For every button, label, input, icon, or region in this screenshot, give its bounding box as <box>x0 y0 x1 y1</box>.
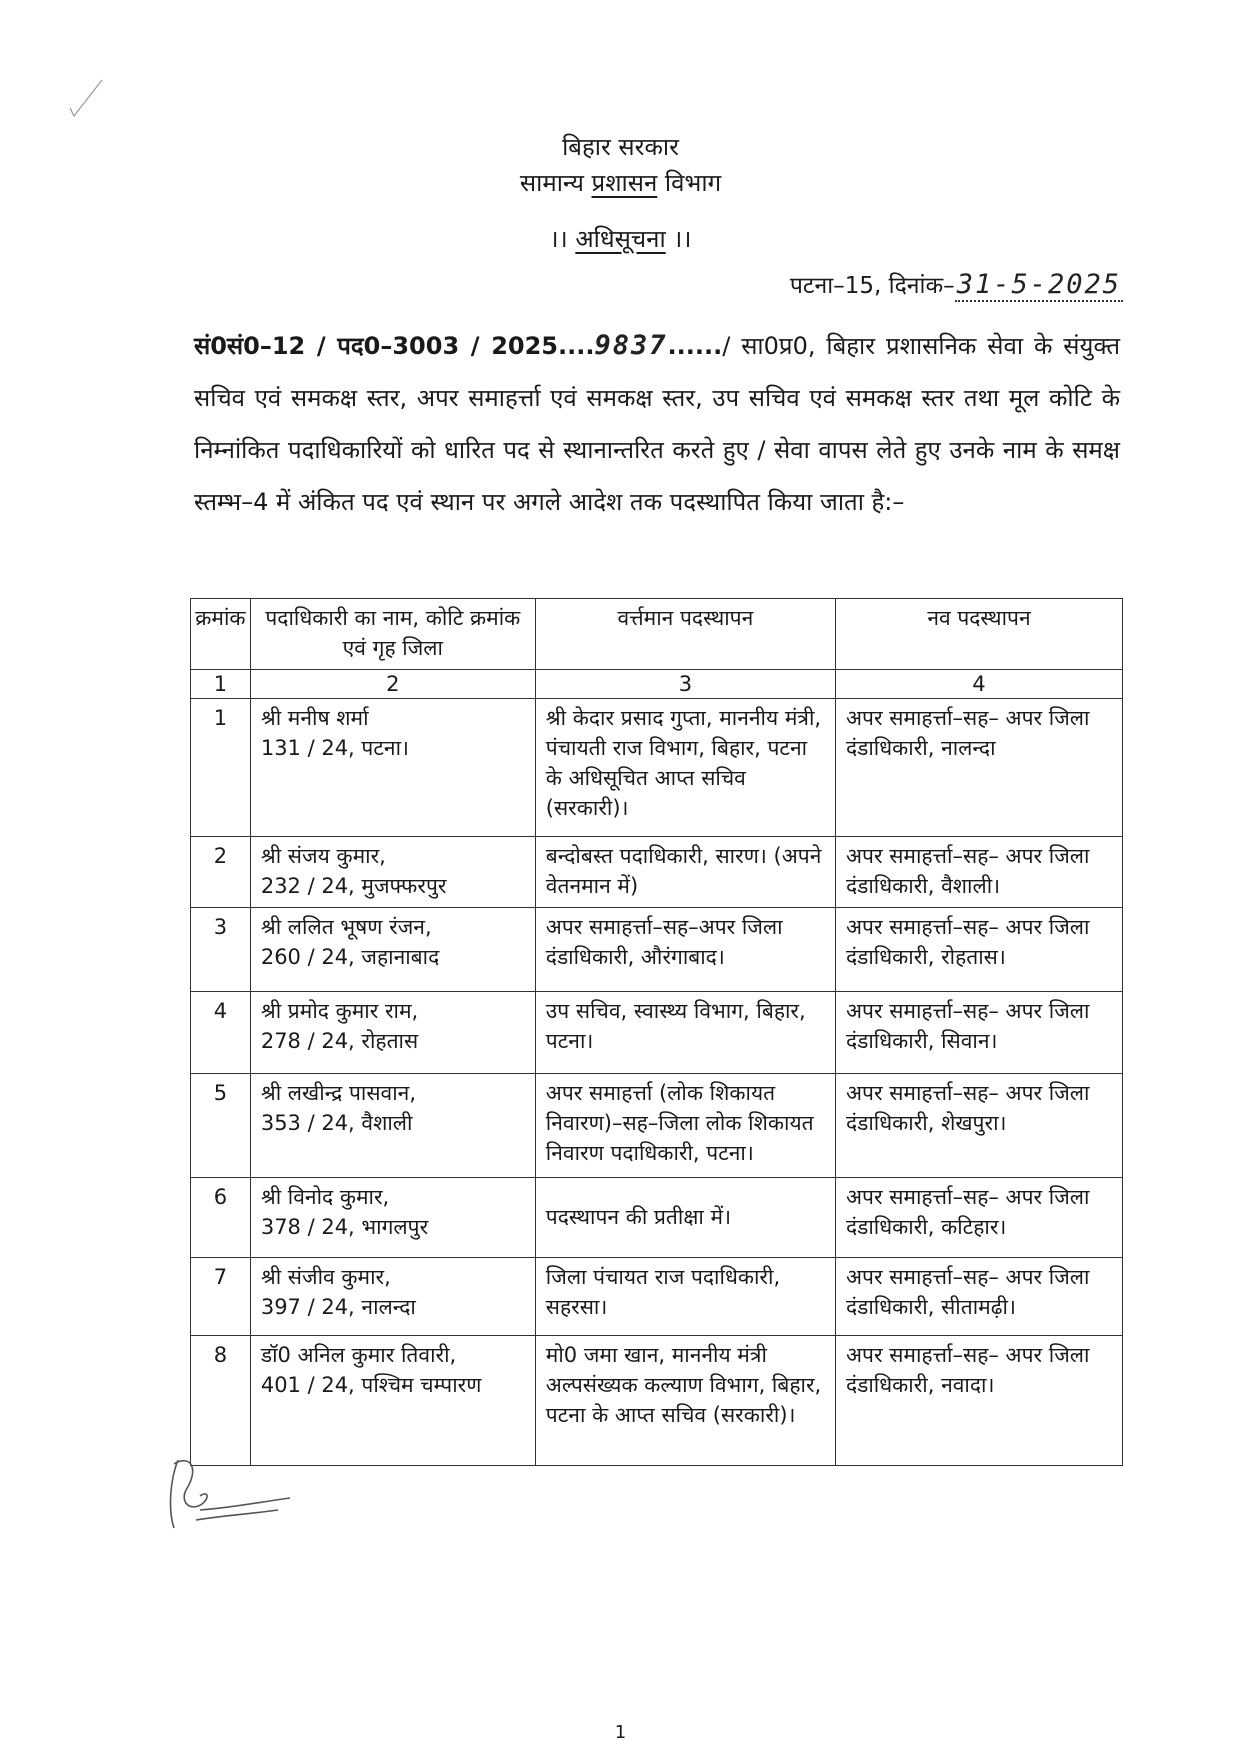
officer-cell <box>250 837 535 908</box>
column-number: 3 <box>535 670 835 699</box>
new-posting-cell: अपर समाहर्त्ता–सह– अपर जिला दंडाधिकारी, सिवान। <box>835 992 1122 1074</box>
officer-code: 378 / 24, भागलपुर <box>260 1215 429 1239</box>
handwritten-serial: 9837 <box>594 330 668 361</box>
officer-cell <box>250 1258 535 1336</box>
officer-name: डॉ0 अनिल कुमार तिवारी, <box>260 1343 457 1367</box>
serial-cell: 3 <box>191 908 251 992</box>
serial-cell: 8 <box>191 1336 251 1466</box>
table-row <box>191 908 1123 992</box>
header-serial: क्रमांक <box>191 599 251 670</box>
officer-code: 401 / 24, पश्चिम चम्पारण <box>260 1373 482 1397</box>
table-row <box>191 992 1123 1074</box>
column-number: 2 <box>250 670 535 699</box>
new-posting-cell: अपर समाहर्त्ता–सह– अपर जिला दंडाधिकारी, नवादा। <box>835 1336 1122 1466</box>
current-posting-cell: अपर समाहर्त्ता (लोक शिकायत निवारण)–सह–जिला लोक शिकायत निवारण पदाधिकारी, पटना। <box>535 1074 835 1178</box>
notification-body: सं0सं0–12 / पद0–3003 / 2025....9837....../ सा0प्र0, बिहार प्रशासनिक सेवा के संयुक्त सचिव एवं समकक्ष स्तर, अपर समाहर्त्ता एवं समकक्ष स्तर, उप सचिव एवं समकक्ष स्तर तथा मूल कोटि के निम्नांकित पदाधिकारियों को धारित पद से स्थानान्तरित करते हुए / सेवा वापस लेते हुए उनके नाम के समक्ष स्तम्भ–4 में अंकित पद एवं स्थान पर अगले आदेश तक पदस्थापित किया जाता है:– <box>194 330 1120 516</box>
signature-icon <box>160 1450 320 1540</box>
date-label: पटना–15, दिनांक– <box>789 273 955 299</box>
officer-name: श्री विनोद कुमार, <box>260 1185 390 1209</box>
department-title: सामान्य प्रशासन विभाग <box>519 169 722 197</box>
current-posting-cell: मो0 जमा खान, माननीय मंत्री अल्पसंख्यक कल्याण विभाग, बिहार, पटना के आप्त सचिव (सरकारी)। <box>535 1336 835 1466</box>
new-posting-cell: अपर समाहर्त्ता–सह– अपर जिला दंडाधिकारी, रोहतास। <box>835 908 1122 992</box>
current-posting-cell: अपर समाहर्त्ता–सह–अपर जिला दंडाधिकारी, औरंगाबाद। <box>535 908 835 992</box>
serial-cell: 2 <box>191 837 251 908</box>
officer-cell <box>250 1336 535 1466</box>
officer-code: 232 / 24, मुजफ्फरपुर <box>260 874 447 898</box>
officer-code: 131 / 24, पटना। <box>260 736 409 760</box>
place-date-line <box>790 268 1123 300</box>
officer-code: 278 / 24, रोहतास <box>260 1029 419 1053</box>
serial-cell: 7 <box>191 1258 251 1336</box>
officer-cell <box>250 1178 535 1258</box>
table-row <box>191 1258 1123 1336</box>
officer-name: श्री ललित भूषण रंजन, <box>260 915 432 939</box>
table-row <box>191 837 1123 908</box>
serial-cell: 1 <box>191 699 251 837</box>
header-officer: पदाधिकारी का नाम, कोटि क्रमांक एवं गृह जिला <box>250 599 535 670</box>
current-posting-cell: बन्दोबस्त पदाधिकारी, सारण। (अपने वेतनमान में) <box>535 837 835 908</box>
officer-name: श्री संजीव कुमार, <box>260 1265 391 1289</box>
officer-cell <box>250 908 535 992</box>
notification-title: ।। अधिसूचना ।। <box>549 225 692 253</box>
table-row <box>191 1178 1123 1258</box>
table-row <box>191 1074 1123 1178</box>
new-posting-cell: अपर समाहर्त्ता–सह– अपर जिला दंडाधिकारी, शेखपुरा। <box>835 1074 1122 1178</box>
government-title: बिहार सरकार <box>562 133 679 161</box>
new-posting-cell: अपर समाहर्त्ता–सह– अपर जिला दंडाधिकारी, नालन्दा <box>835 699 1122 837</box>
page-number: 1 <box>614 1722 627 1743</box>
header-current-posting: वर्त्तमान पदस्थापन <box>535 599 835 670</box>
posting-table <box>190 598 1123 1466</box>
new-posting-cell: अपर समाहर्त्ता–सह– अपर जिला दंडाधिकारी, वैशाली। <box>835 837 1122 908</box>
table-row <box>191 699 1123 837</box>
officer-name: श्री मनीष शर्मा <box>260 706 369 730</box>
reference-number: सं0सं0–12 / पद0–3003 / 2025....9837...... <box>194 330 723 361</box>
current-posting-cell: पदस्थापन की प्रतीक्षा में। <box>535 1178 835 1258</box>
officer-cell <box>250 992 535 1074</box>
officer-name: श्री प्रमोद कुमार राम, <box>260 999 419 1023</box>
serial-cell: 5 <box>191 1074 251 1178</box>
column-number: 4 <box>835 670 1122 699</box>
table-row <box>191 1336 1123 1466</box>
column-number-row <box>191 670 1123 699</box>
officer-name: श्री लखीन्द्र पासवान, <box>260 1081 416 1105</box>
officer-code: 397 / 24, नालन्दा <box>260 1295 416 1319</box>
serial-cell: 6 <box>191 1178 251 1258</box>
new-posting-cell: अपर समाहर्त्ता–सह– अपर जिला दंडाधिकारी, सीतामढ़ी। <box>835 1258 1122 1336</box>
officer-cell <box>250 1074 535 1178</box>
current-posting-cell: जिला पंचायत राज पदाधिकारी, सहरसा। <box>535 1258 835 1336</box>
table-header-row <box>191 599 1123 670</box>
current-posting-cell: श्री केदार प्रसाद गुप्ता, माननीय मंत्री, पंचायती राज विभाग, बिहार, पटना के अधिसूचित आप्त सचिव (सरकारी)। <box>535 699 835 837</box>
officer-cell <box>250 699 535 837</box>
handwritten-date: 31-5-2025 <box>956 269 1121 300</box>
header-new-posting: नव पदस्थापन <box>835 599 1122 670</box>
column-number: 1 <box>191 670 251 699</box>
new-posting-cell: अपर समाहर्त्ता–सह– अपर जिला दंडाधिकारी, कटिहार। <box>835 1178 1122 1258</box>
officer-name: श्री संजय कुमार, <box>260 844 386 868</box>
officer-code: 260 / 24, जहानाबाद <box>260 945 440 969</box>
current-posting-cell: उप सचिव, स्वास्थ्य विभाग, बिहार, पटना। <box>535 992 835 1074</box>
officer-code: 353 / 24, वैशाली <box>260 1111 413 1135</box>
serial-cell: 4 <box>191 992 251 1074</box>
tick-mark-icon <box>68 78 108 128</box>
